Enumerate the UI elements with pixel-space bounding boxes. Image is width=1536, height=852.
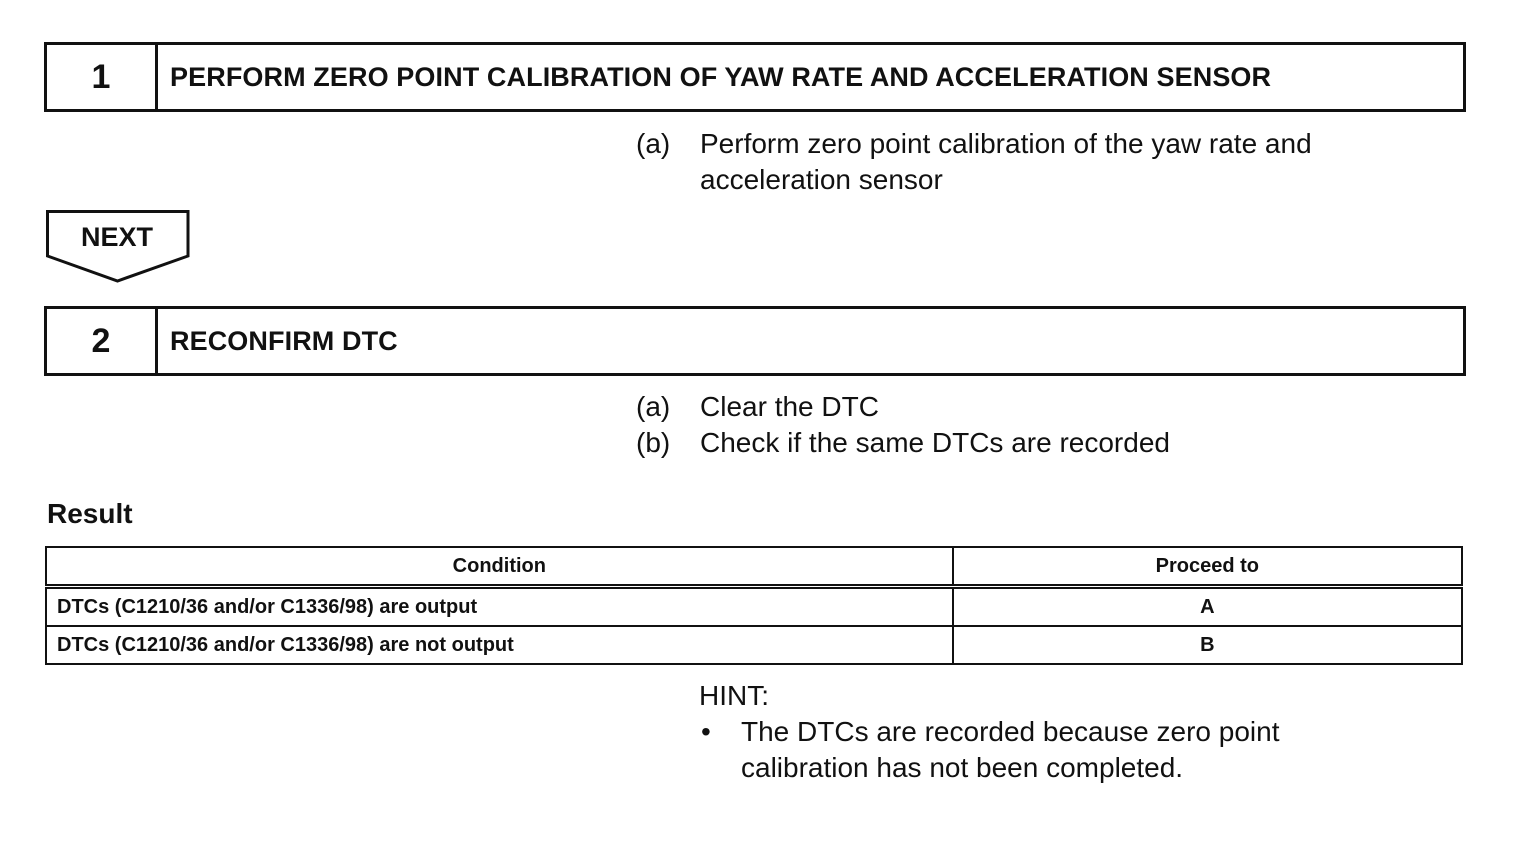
proceed-cell: B [953, 626, 1462, 664]
step-1-title: PERFORM ZERO POINT CALIBRATION OF YAW RATE AND ACCELERATION SENSOR [170, 61, 1272, 92]
step-2-header [44, 306, 1466, 376]
substep-marker: (a) [636, 391, 671, 422]
step-2-substep-b [636, 425, 1420, 461]
hint-label: HINT: [699, 680, 769, 711]
substep-text: Clear the DTC [700, 391, 879, 422]
hint-item [699, 714, 1381, 786]
result-table [45, 546, 1463, 665]
step-2-substep-a [636, 389, 1420, 425]
condition-cell: DTCs (C1210/36 and/or C1336/98) are output [46, 587, 953, 627]
result-heading: Result [47, 498, 133, 529]
hint-section [699, 678, 1381, 786]
hint-item-text: The DTCs are recorded because zero point calibration has not been completed. [741, 716, 1280, 783]
table-row [46, 626, 1462, 664]
step-1-number: 1 [47, 45, 158, 109]
bullet-icon: • [701, 716, 711, 747]
step-2-number: 2 [47, 309, 158, 373]
next-label: NEXT [80, 222, 153, 252]
step-1-header [44, 42, 1466, 112]
table-row [46, 587, 1462, 627]
substep-text: Perform zero point calibration of the yaw rate and acceleration sensor [700, 128, 1312, 195]
substep-marker: (a) [636, 128, 671, 159]
column-header-proceed-to: Proceed to [953, 547, 1462, 587]
step-2-title: RECONFIRM DTC [170, 325, 398, 356]
step-1-substep-a [636, 126, 1420, 198]
substep-marker: (b) [636, 427, 671, 458]
next-arrow [46, 210, 190, 284]
proceed-cell: A [953, 587, 1462, 627]
table-header-row [46, 547, 1462, 587]
substep-text: Check if the same DTCs are recorded [700, 427, 1170, 458]
condition-cell: DTCs (C1210/36 and/or C1336/98) are not output [46, 626, 953, 664]
column-header-condition: Condition [46, 547, 953, 587]
